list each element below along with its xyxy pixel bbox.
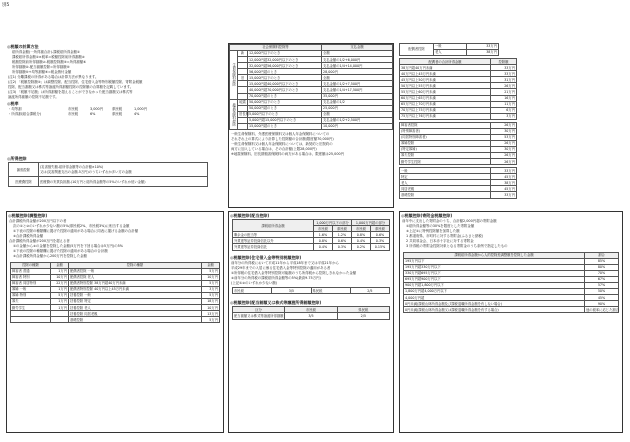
donation-rate: 67% bbox=[585, 276, 619, 282]
spouse-elderly-label: 老人 bbox=[434, 50, 467, 56]
donation-text: 前年中に支出した寄附金のうち、合計額2,000円超の寄附金額 bbox=[402, 219, 497, 224]
adjustment-cell: 10万円 bbox=[202, 274, 220, 280]
donation-rate: 他の税率に応じた割合 bbox=[586, 307, 619, 312]
insurance-cell: 5,000円以下のとき bbox=[248, 111, 322, 117]
rate-cell: ・均等割 bbox=[8, 106, 22, 111]
dividend-head-2: 1,000万円超の部分 bbox=[351, 220, 389, 226]
dividend-credit-panel bbox=[228, 211, 394, 433]
medical-label: 医療費控除 bbox=[9, 177, 39, 187]
donation-head-0: 課税総所得金額から人的控除差調整額を控除した金額 bbox=[404, 252, 585, 258]
adjustment-text: 合計課税所得金額が200万円以下の者 bbox=[9, 219, 67, 224]
adjustment-cell: 1万円 bbox=[51, 299, 69, 305]
rate-cell: 県民税 bbox=[112, 111, 123, 116]
dividend-cell: 0.8% bbox=[313, 238, 332, 244]
dividend-cell: 0.6% bbox=[370, 232, 389, 238]
insurance-col2: 支払金額 bbox=[322, 45, 393, 51]
dividend-cell: 0.4% bbox=[313, 244, 332, 250]
insurance-cell: 支払金額の1/4+17,500円 bbox=[322, 87, 393, 93]
zasson-line2: 又は(災害関連支出の金額-5万円)のうちいずれか多い方の金額 bbox=[40, 169, 132, 174]
dependent-amount: 45万円 bbox=[491, 174, 517, 180]
dividend-split-table bbox=[232, 306, 390, 319]
adjustment-cell: 5万円 bbox=[51, 293, 69, 299]
insurance-note4: 両方に加入している場合は、その合計額(上限28,000円) bbox=[231, 146, 317, 151]
other-deduction-label: 寡婦控除 bbox=[400, 140, 491, 146]
insurance-cell: 15,000円以下のとき bbox=[248, 75, 322, 81]
insurance-cell bbox=[238, 123, 248, 129]
donation-range: 0円未満(課税山林所得金額及び課税退職所得金額を有しない場合) bbox=[404, 301, 585, 307]
adj-head-amount1: 金額 bbox=[51, 262, 69, 268]
dependent-amount: 45万円 bbox=[491, 186, 517, 192]
housing-text: ②前年分の所得税の課税総所得金額等の5%(最高9.75万円) bbox=[231, 275, 321, 280]
table-row bbox=[404, 307, 619, 313]
dependent-label: 老人 bbox=[400, 180, 491, 186]
adj-head-type2: 控除の種類 bbox=[69, 262, 202, 268]
dividend-cell: 外貨建等証券投資信託以外 bbox=[233, 238, 314, 244]
rate-cell: 市民税 bbox=[68, 111, 79, 116]
other-deduction-amount: 26万円 bbox=[491, 140, 517, 146]
donation-text: 2 共同募金会、日本赤十字社に対する寄附金 bbox=[406, 239, 474, 244]
dividend-credit-heading: ◎税額控除(配当控除) bbox=[230, 213, 270, 218]
insurance-cell: 15,000円超のとき bbox=[248, 123, 322, 129]
insurance-cell: 支払金額の1/2 bbox=[322, 99, 393, 105]
dividend-cell: 0.2% bbox=[351, 244, 370, 250]
spouse-table bbox=[399, 43, 499, 56]
insurance-cell: 25,000円 bbox=[322, 105, 393, 111]
spouse-special-amount: 33万円 bbox=[491, 71, 517, 77]
housing-text: 前年分の所得税において平成11年から平成18年まで又は平成21年から bbox=[231, 260, 339, 265]
adjustment-cell: 1万円 bbox=[51, 305, 69, 311]
spouse-special-table bbox=[399, 58, 517, 120]
insurance-cell: 12,000円超32,000円以下のとき bbox=[248, 57, 322, 63]
insurance-panel bbox=[228, 43, 394, 208]
donation-range: 0円未満(課税山林所得金額又は課税退職所得金額を有する場合) bbox=[404, 307, 585, 313]
insurance-group-label: 生命保険料控除 bbox=[230, 51, 238, 100]
insurance-note2: それぞれ上の算式により計算した控除額の合計額(限度額70,000円) bbox=[231, 136, 334, 141]
donation-credit-panel bbox=[399, 211, 623, 433]
note-line: (注3) 「税額不足額」は所得割額を超えることができなかった配当割額又は株式等 bbox=[8, 90, 133, 95]
other-deduction-table bbox=[399, 122, 517, 165]
insurance-cell: 支払金額の1/2+6,000円 bbox=[322, 57, 393, 63]
adjustment-cell: 配偶者控除 一般 bbox=[69, 268, 202, 274]
other-deduction-amount: 53万円 bbox=[491, 134, 517, 140]
rate-cell: 市民税 bbox=[68, 106, 79, 111]
spouse-special-amount: 16万円 bbox=[491, 95, 517, 101]
other-deduction-label: 障害者控除 bbox=[400, 122, 491, 128]
insurance-note1: 一般生命保険料、介護医療保険料又は個人年金保険料についての bbox=[231, 131, 330, 136]
rate-cell: ・所得割(総合課税分) bbox=[8, 111, 42, 116]
note-line: 控除、配当割額又は株式等譲渡所得割額控除の控除額の合算額を記載しています。 bbox=[8, 85, 134, 90]
page-label: 別5 bbox=[2, 3, 10, 8]
insurance-cell: 支払金額の1/2+7,500円 bbox=[322, 81, 393, 87]
adjustment-cell: 扶養控除 特定 bbox=[69, 299, 202, 305]
deduction-amount-panel bbox=[399, 43, 623, 208]
tax-method-heading: ◎税額の計算方法 bbox=[7, 44, 39, 49]
insurance-cell: 10,000円 bbox=[322, 123, 393, 129]
insurance-cell: 全額 bbox=[322, 51, 393, 57]
split-head-2: 県民税 bbox=[337, 307, 389, 313]
adjustment-cell: 10万円 bbox=[202, 305, 220, 311]
insurance-cell: 40,000円超70,000円以下のとき bbox=[248, 87, 322, 93]
insurance-cell: 旧 bbox=[238, 75, 248, 81]
dividend-cell: 0.4% bbox=[351, 238, 370, 244]
donation-rate: 57% bbox=[585, 283, 619, 289]
housing-text: (上記①②のいずれか少ない額) bbox=[231, 280, 278, 285]
other-deduction-amount: 26万円 bbox=[491, 159, 517, 165]
insurance-cell: 56,000円超のとき bbox=[248, 69, 322, 75]
insurance-group-label: 地震保険料控除 bbox=[230, 99, 238, 129]
donation-rate: 45% bbox=[585, 295, 619, 301]
adjustment-text: ①下表の控除の種類欄に掲げた控除の適用がある場合に同表に掲げる金額の合計額 bbox=[13, 229, 139, 234]
adjustment-cell: 3万円 bbox=[202, 286, 220, 292]
tax-method-panel bbox=[6, 43, 224, 153]
insurance-cell: 12,000円以下のとき bbox=[248, 51, 322, 57]
spouse-special-label: 65万円以上70万円未満 bbox=[400, 101, 491, 107]
insurance-cell: 32,000円超56,000円以下のとき bbox=[248, 63, 322, 69]
insurance-cell: 50,000円超のとき bbox=[248, 105, 322, 111]
tax-note-heading: (注1) 分離課税の所得がある場合は計算方法が異なります。 bbox=[8, 75, 99, 80]
housing-extra-1: 3/5 bbox=[272, 288, 311, 294]
insurance-note5: ※地震保険料、旧長期損害保険料の両方がある場合は、限度額は25,000円 bbox=[231, 151, 345, 156]
formula-line: 所得割額④-配当割額控除=所得割額⑤ bbox=[12, 65, 70, 70]
zasson-label: 雑損控除 bbox=[9, 163, 39, 177]
adjustment-cell: 障害者 特別 bbox=[11, 274, 51, 280]
spouse-special-amount: 11万円 bbox=[491, 101, 517, 107]
formula-line: 課税総所得金額①×税率=税額控除前所得割額② bbox=[12, 55, 85, 60]
dividend-head-1: 1,000万円以下の部分 bbox=[313, 220, 351, 226]
adjustment-cell: 5万円 bbox=[202, 317, 220, 323]
adjustment-cell bbox=[51, 317, 69, 323]
adjustment-cell: 障害者 同居特別 bbox=[11, 280, 51, 286]
other-deduction-amount: 26万円 bbox=[491, 153, 517, 159]
adjustment-cell: 扶養控除 同居老親 bbox=[69, 311, 202, 317]
adjustment-cell: 配偶者特別控除 38万円超40万円未満 bbox=[69, 280, 202, 286]
adjustment-text: 合計課税所得金額が200万円を超える者 bbox=[9, 239, 70, 244]
donation-text: 3 所得税の寄附金控除対象となる寄附金のうち条例で指定したもの bbox=[406, 244, 508, 249]
spouse-special-label: 45万円以上50万円未満 bbox=[400, 77, 491, 83]
insurance-cell: 5,000円超15,000円以下のとき bbox=[248, 117, 322, 123]
adjustment-credit-table bbox=[10, 262, 220, 324]
basic-deduction-amount: 33万円 bbox=[491, 192, 517, 198]
other-deduction-label: (特定寡婦) bbox=[400, 147, 491, 153]
adjustment-credit-panel bbox=[6, 211, 224, 433]
dependent-amount: 33万円 bbox=[491, 168, 517, 174]
insurance-cell: 地震 bbox=[239, 99, 246, 104]
dividend-sub-0: 市民税 bbox=[313, 226, 332, 232]
adjustment-cell: 寡婦 一般 bbox=[11, 286, 51, 292]
insurance-cell: 35,000円 bbox=[322, 93, 393, 99]
spouse-special-amount: 6万円 bbox=[491, 107, 517, 113]
table-row bbox=[233, 244, 390, 250]
donation-range: 900万円超1,800万円以下 bbox=[404, 283, 585, 289]
spouse-special-amount: 21万円 bbox=[491, 89, 517, 95]
spouse-special-head2: 控除額 bbox=[491, 59, 517, 65]
donation-credit-heading: ◎税額控除(寄附金税額控除) bbox=[401, 213, 453, 218]
spouse-special-head1: 配偶者の合計所得金額 bbox=[400, 59, 491, 65]
adjustment-cell: 1万円 bbox=[51, 268, 69, 274]
donation-rate: 85% bbox=[585, 258, 619, 264]
other-deduction-label: 勤労学生控除 bbox=[400, 159, 491, 165]
split-row-0: 配当割額又は株式等譲渡所得割額 bbox=[234, 313, 284, 318]
spouse-special-label: 60万円以上65万円未満 bbox=[400, 95, 491, 101]
other-deduction-label: (特別障害者) bbox=[400, 128, 491, 134]
dependent-label: 同居老親 bbox=[400, 186, 491, 192]
adjustment-cell: 18万円 bbox=[202, 299, 220, 305]
rate-row bbox=[8, 112, 222, 116]
spouse-special-label: 55万円以上60万円未満 bbox=[400, 89, 491, 95]
dividend-sub-1: 県民税 bbox=[332, 226, 351, 232]
spouse-special-label: 70万円以上75万円未満 bbox=[400, 107, 491, 113]
formula-line: 総所得金額(一所得割合計)-課税総所得金額① bbox=[12, 50, 80, 55]
income-deduction-table bbox=[8, 162, 208, 187]
spouse-special-label: 50万円以上55万円未満 bbox=[400, 83, 491, 89]
rate-cell: 4% bbox=[134, 111, 140, 116]
spouse-special-label: 75万円以上76万円未満 bbox=[400, 113, 491, 119]
donation-rate: 90% bbox=[585, 301, 619, 307]
adjustment-cell: 配偶者特別控除 40万円以上45万円未満 bbox=[69, 286, 202, 292]
donation-text: 1 都道府県、市町村に対する寄附金(ふるさと納税) bbox=[406, 234, 484, 239]
insurance-cell: 70,000円超のとき bbox=[248, 93, 322, 99]
spouse-general-amount: 33万円 bbox=[466, 44, 499, 50]
other-deduction-amount: 30万円 bbox=[491, 147, 517, 153]
income-deduction-panel bbox=[6, 155, 224, 207]
dividend-cell: 1.2% bbox=[332, 232, 351, 238]
adjustment-cell: 配偶者控除 老人 bbox=[69, 274, 202, 280]
insurance-table bbox=[229, 44, 393, 130]
donation-range: 330万円超695万円以下 bbox=[404, 270, 585, 276]
spouse-special-amount: 33万円 bbox=[491, 65, 517, 71]
adjustment-cell: 勤労学生 bbox=[11, 305, 51, 311]
adjustment-cell: 5万円 bbox=[202, 268, 220, 274]
adjustment-cell: 基礎控除 bbox=[69, 317, 202, 323]
split-head-0: 区分 bbox=[233, 307, 285, 313]
zasson-line1: (災害損失額-総所得金額等の合計額×10%) bbox=[40, 165, 104, 170]
donation-text: ①総所得金額等の30%を限度とした寄附金額 bbox=[406, 224, 475, 229]
spouse-special-label: 38万円超40万円未満 bbox=[400, 65, 491, 71]
medical-text: 医療費の実質負担額-(10万円と総所得金額等の5%のいずれか低い金額) bbox=[39, 177, 208, 187]
other-deduction-label: 寡夫控除 bbox=[400, 153, 491, 159]
basic-deduction-label: 基礎控除 bbox=[400, 192, 491, 198]
dividend-sub-2: 市民税 bbox=[351, 226, 370, 232]
spouse-special-amount: 31万円 bbox=[491, 77, 517, 83]
rate-cell: 3,000円 bbox=[90, 106, 104, 111]
donation-rate: 70% bbox=[585, 270, 619, 276]
rate-row bbox=[8, 107, 222, 111]
rate-cell: 県民税 bbox=[112, 106, 123, 111]
tax-rate-heading: ◎税率 bbox=[7, 100, 19, 106]
insurance-cell: 全額 bbox=[322, 111, 393, 117]
dividend-split-heading: ◎税額控除(配当割額又は株式等譲渡所得割額控除) bbox=[230, 300, 322, 306]
housing-extra-2: 県民税 bbox=[311, 288, 350, 294]
dividend-credit-table bbox=[232, 219, 390, 250]
adj-head-type1: 控除の種類 bbox=[11, 262, 51, 268]
insurance-cell: 28,000円 bbox=[322, 69, 393, 75]
housing-extra-0: 市民税 bbox=[233, 288, 272, 294]
donation-range: 4,000万円超 bbox=[404, 295, 585, 301]
donation-head-1: 割合 bbox=[585, 252, 619, 258]
adjustment-credit-heading: ◎税額控除(調整控除) bbox=[8, 213, 48, 218]
spouse-heading: 配偶者控除 bbox=[400, 44, 434, 56]
donation-rate: 80% bbox=[585, 264, 619, 270]
housing-text: ①所得税の住宅借入金等特別控除可能額のうち所得税から控除しきれなかった金額 bbox=[231, 270, 357, 275]
adjustment-text: ①の金額から②の金額を控除した金額(5万円を下回る場合は5万円)の5% bbox=[13, 244, 123, 249]
insurance-cell: 旧長期 bbox=[239, 112, 249, 117]
insurance-cell: 支払金額の1/2+2,500円 bbox=[322, 117, 393, 123]
spouse-elderly-amount: 38万円 bbox=[466, 50, 499, 56]
adjustment-cell: 障害者 普通 bbox=[11, 268, 51, 274]
rate-cell: 1,000円 bbox=[134, 106, 148, 111]
donation-range: 195万円以下 bbox=[404, 258, 585, 264]
other-deduction-label: (同居特別障害者) bbox=[400, 134, 491, 140]
income-deduction-heading: ◎所得控除 bbox=[7, 156, 27, 161]
donation-range: 1,800万円超4,000万円以下 bbox=[404, 289, 585, 295]
housing-extra-table bbox=[232, 287, 390, 294]
dependent-label: 特定 bbox=[400, 174, 491, 180]
insurance-title: 社会保険料控除等 bbox=[230, 45, 322, 51]
adjustment-cell: 22万円 bbox=[51, 280, 69, 286]
formula-line: 所得割額⑤+均等割額⑥=税金納付金額 bbox=[12, 70, 72, 75]
dependent-label: 一般 bbox=[400, 168, 491, 174]
insurance-cell: 新 bbox=[238, 51, 248, 57]
donation-range: 695万円超900万円以下 bbox=[404, 276, 585, 282]
donation-rate-table bbox=[403, 252, 619, 314]
dependent-amount: 38万円 bbox=[491, 180, 517, 186]
housing-extra-3: 2/5 bbox=[350, 288, 389, 294]
dividend-cell: 0.3% bbox=[370, 238, 389, 244]
adjustment-text: 次の①と②のいずれか少ない額の5%(県民税2%、市民税3%)に相当する金額 bbox=[13, 224, 130, 229]
table-row bbox=[400, 113, 517, 119]
split-row-2: 2/5 bbox=[337, 313, 389, 319]
adjustment-cell: 扶養控除 一般 bbox=[69, 293, 202, 299]
table-row bbox=[11, 317, 220, 323]
insurance-cell: 50,000円以下のとき bbox=[248, 99, 322, 105]
adjustment-cell: 5万円 bbox=[202, 293, 220, 299]
dividend-cell: 0.6% bbox=[332, 238, 351, 244]
housing-credit-heading: ◎税額控除(住宅借入金等特別税額控除) bbox=[230, 254, 302, 260]
adj-head-amount2: 金額 bbox=[202, 262, 220, 268]
other-deduction-amount: 30万円 bbox=[491, 128, 517, 134]
spouse-special-label: 40万円以上45万円未満 bbox=[400, 71, 491, 77]
dependent-table bbox=[399, 167, 517, 198]
rate-cell: 6% bbox=[90, 111, 96, 116]
adjustment-cell: 5万円 bbox=[202, 280, 220, 286]
adjustment-cell: 10万円 bbox=[51, 274, 69, 280]
table-row bbox=[400, 159, 517, 165]
adjustment-cell: 寡婦 特別 bbox=[11, 293, 51, 299]
spouse-special-amount: 26万円 bbox=[491, 83, 517, 89]
adjustment-cell: 扶養控除 老人 bbox=[69, 305, 202, 311]
dividend-cell: 外貨建等証券投資信託 bbox=[233, 244, 314, 250]
other-deduction-amount: 26万円 bbox=[491, 122, 517, 128]
dividend-cell: 剰余金の配当等 bbox=[233, 232, 314, 238]
housing-text: 平成29年までの入居に係る住宅借入金等特別控除の適用がある者 bbox=[231, 265, 331, 270]
adjustment-cell: 1万円 bbox=[51, 286, 69, 292]
adjustment-cell: 13万円 bbox=[202, 311, 220, 317]
adjustment-cell: 寡夫 bbox=[11, 299, 51, 305]
dividend-head-0: 課税総所得金額 bbox=[233, 220, 314, 232]
insurance-note3: 一般生命保険料又は個人年金保険料については、新契約と旧契約の bbox=[231, 141, 333, 146]
note-line: (注2) 「税額控除額③」は調整控除、配当控除、住宅借入金等特別税額控除、寄附金税額 bbox=[8, 80, 143, 85]
split-row-1: 3/5 bbox=[285, 313, 337, 319]
adjustment-text: ①下表の控除の種類欄に掲げた控除の適用がある場合の合計額 bbox=[13, 249, 108, 254]
table-row bbox=[230, 123, 393, 129]
formula-line: 税額控除前所得割額②-税額控除額③=所得割額④ bbox=[12, 60, 87, 65]
dividend-cell: 1.6% bbox=[313, 232, 332, 238]
adjustment-text: ②合計課税所得金額 bbox=[13, 234, 44, 239]
insurance-cell: 全額 bbox=[322, 75, 393, 81]
adjustment-cell bbox=[11, 317, 51, 323]
note-line: 譲渡所得割額の控除不足額です。 bbox=[8, 95, 59, 100]
dividend-cell: 0.3% bbox=[332, 244, 351, 250]
dividend-cell: 0.15% bbox=[370, 244, 389, 250]
insurance-cell: 支払金額の1/4+14,000円 bbox=[322, 63, 393, 69]
adjustment-text: ②合計課税所得金額から200万円を控除した金額 bbox=[13, 254, 87, 259]
spouse-special-amount: 3万円 bbox=[491, 113, 517, 119]
donation-rate: 50% bbox=[585, 289, 619, 295]
dividend-sub-3: 県民税 bbox=[370, 226, 389, 232]
donation-range: 195万円超330万円以下 bbox=[404, 264, 585, 270]
dividend-cell: 0.8% bbox=[351, 232, 370, 238]
spouse-general-label: 一般 bbox=[434, 44, 467, 50]
split-head-1: 市民税 bbox=[285, 307, 337, 313]
insurance-cell: 15,000円超40,000円以下のとき bbox=[248, 81, 322, 87]
donation-text: ②上記①に特例控除額を加算した額 bbox=[406, 229, 460, 234]
